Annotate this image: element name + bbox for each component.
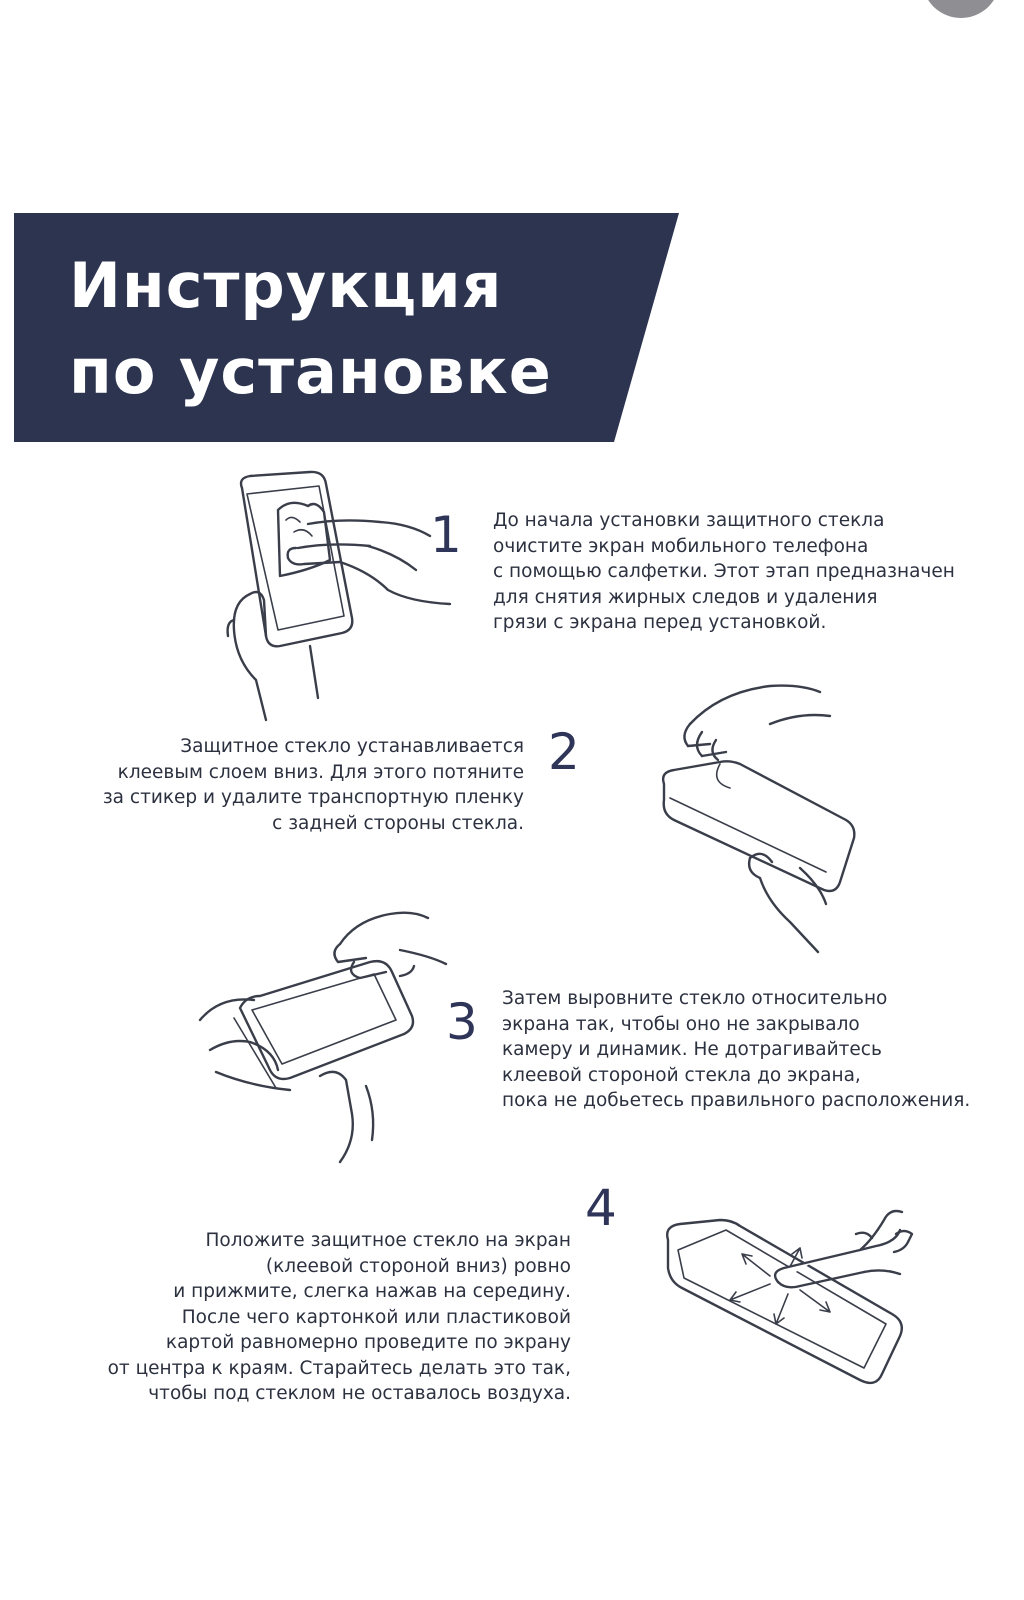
step-2-text: Защитное стекло устанавливается клеевым слоем вниз. Для этого потяните за стикер и удалите транспортную пленку с задней стороны стекла.: [102, 736, 524, 834]
step-1-text: До начала установки защитного стекла очистите экран мобильного телефона с помощью салфетки. Этот этап предназначен для снятия жирных следов и удаления грязи с экрана перед установкой.: [493, 510, 955, 633]
title-line-1: Инструкция: [69, 249, 503, 322]
step-2-number: 2: [548, 723, 580, 781]
hand-wiping-phone-icon: [220, 470, 460, 730]
title-line-2: по установке: [69, 335, 552, 408]
hand-peeling-film-icon: [650, 672, 890, 972]
hands-aligning-glass-icon: [190, 900, 470, 1180]
title-banner: [14, 213, 679, 442]
step-4-number: 4: [585, 1179, 617, 1237]
step-4-text: Положите защитное стекло на экран (клеевой стороной вниз) ровно и прижмите, слегка нажав на середину. После чего картонкой или пластиковой картой равномерно проведите по экрану от центра к краям. Старайтесь делать это так, чтобы под стеклом не оставалось воздуха.: [107, 1230, 571, 1404]
step-3-number: 3: [446, 993, 478, 1051]
corner-circle-decoration: [922, 0, 1000, 18]
finger-pressing-screen-icon: [660, 1190, 920, 1410]
step-3-text: Затем выровните стекло относительно экрана так, чтобы оно не закрывало камеру и динамик. Не дотрагивайтесь клеевой стороной стекла до экрана, пока не добьетесь правильного расположения.: [502, 988, 971, 1111]
page-title: [69, 243, 552, 415]
step-1-number: 1: [430, 506, 462, 564]
